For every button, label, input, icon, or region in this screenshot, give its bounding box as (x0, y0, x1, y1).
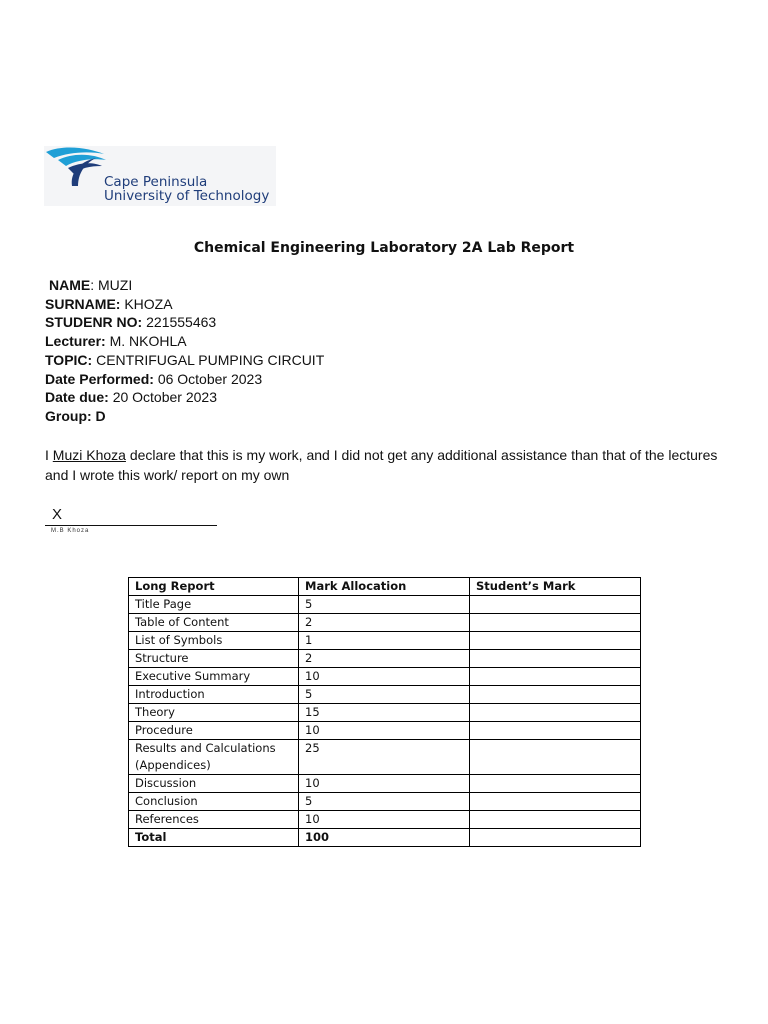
student-mark-cell (470, 686, 641, 704)
info-label: Date Performed: (45, 370, 154, 387)
section-cell: Executive Summary (129, 668, 299, 686)
table-row (129, 704, 641, 722)
student-mark-cell (470, 793, 641, 811)
section-cell: List of Symbols (129, 632, 299, 650)
info-label: Group: D (45, 407, 106, 424)
table-row (129, 775, 641, 793)
student-mark-cell (470, 596, 641, 614)
allocation-cell: 10 (299, 811, 470, 829)
column-header: Long Report (129, 578, 299, 596)
info-value: KHOZA (124, 295, 173, 312)
info-row-lecturer (45, 332, 324, 351)
info-row-group (45, 407, 324, 426)
column-header: Student’s Mark (470, 578, 641, 596)
table-row (129, 614, 641, 632)
allocation-cell: 2 (299, 650, 470, 668)
section-cell: Discussion (129, 775, 299, 793)
info-value: MUZI (98, 277, 133, 293)
info-row-date-due (45, 388, 324, 407)
student-mark-cell (470, 650, 641, 668)
student-mark-cell (470, 704, 641, 722)
allocation-cell: 5 (299, 686, 470, 704)
logo-text-line1: Cape Peninsula (104, 174, 208, 190)
student-mark-cell (470, 632, 641, 650)
table-header-row (129, 578, 641, 596)
info-row-student-no (45, 313, 324, 332)
signature-mark: X (52, 506, 63, 523)
info-value: M. NKOHLA (109, 333, 187, 350)
allocation-cell: 1 (299, 632, 470, 650)
info-value: 221555463 (146, 314, 217, 331)
info-value: 06 October 2023 (157, 370, 263, 387)
logo-text-line2: University of Technology (104, 188, 270, 204)
student-mark-cell (470, 829, 641, 847)
column-header: Mark Allocation (299, 578, 470, 596)
allocation-cell: 10 (299, 775, 470, 793)
info-label: SURNAME: (45, 295, 121, 312)
student-mark-cell (470, 722, 641, 740)
table-row (129, 811, 641, 829)
section-cell: References (129, 811, 299, 829)
allocation-cell: 25 (299, 740, 470, 775)
mark-allocation-table (128, 577, 641, 847)
section-cell: Structure (129, 650, 299, 668)
info-row-date-performed (45, 370, 324, 389)
declaration: I Muzi Khoza declare that this is my work, and I did not get any additional assistance than that of the lectures and I wrote this work/ report on my own (45, 447, 718, 483)
info-label: NAME (49, 277, 91, 293)
allocation-cell: 15 (299, 704, 470, 722)
student-mark-cell (470, 668, 641, 686)
student-mark-cell (470, 614, 641, 632)
info-label: TOPIC: (45, 351, 93, 368)
info-value: 20 October 2023 (112, 389, 217, 406)
info-value: CENTRIFUGAL PUMPING CIRCUIT (96, 351, 325, 368)
info-row-surname (45, 295, 324, 314)
table-row (129, 740, 641, 775)
table-row (129, 668, 641, 686)
section-cell: Conclusion (129, 793, 299, 811)
info-label: Lecturer: (45, 333, 106, 350)
student-info (45, 276, 324, 426)
info-label: Date due: (45, 389, 109, 406)
allocation-cell: 10 (299, 722, 470, 740)
student-mark-cell (470, 740, 641, 775)
section-cell: Procedure (129, 722, 299, 740)
declaration-text: declare that this is my work, and I did not get any additional assistance than that of the lectures and I wrote this work/ report on my own (45, 447, 718, 483)
info-row-topic (45, 351, 324, 370)
section-cell: Table of Content (129, 614, 299, 632)
allocation-cell: 10 (299, 668, 470, 686)
section-cell: Title Page (129, 596, 299, 614)
table-row (129, 793, 641, 811)
signature-name: M.B Khoza (51, 528, 90, 534)
allocation-cell: 5 (299, 596, 470, 614)
allocation-cell: 100 (299, 829, 470, 847)
declarant-name: Muzi Khoza (52, 447, 126, 463)
table-row (129, 686, 641, 704)
university-logo (44, 146, 276, 206)
table-total-row (129, 829, 641, 847)
signature-line (45, 525, 217, 526)
table-row (129, 650, 641, 668)
section-cell: Theory (129, 704, 299, 722)
table-row (129, 722, 641, 740)
info-row-name: NAME: MUZI (49, 277, 133, 293)
section-cell: Results and Calculations (Appendices) (129, 740, 299, 775)
table-row (129, 632, 641, 650)
info-label: STUDENR NO: (45, 314, 143, 331)
allocation-cell: 2 (299, 614, 470, 632)
table-row (129, 596, 641, 614)
report-title: Chemical Engineering Laboratory 2A Lab Report (193, 240, 575, 256)
student-mark-cell (470, 811, 641, 829)
section-cell: Introduction (129, 686, 299, 704)
allocation-cell: 5 (299, 793, 470, 811)
student-mark-cell (470, 775, 641, 793)
section-cell: Total (129, 829, 299, 847)
